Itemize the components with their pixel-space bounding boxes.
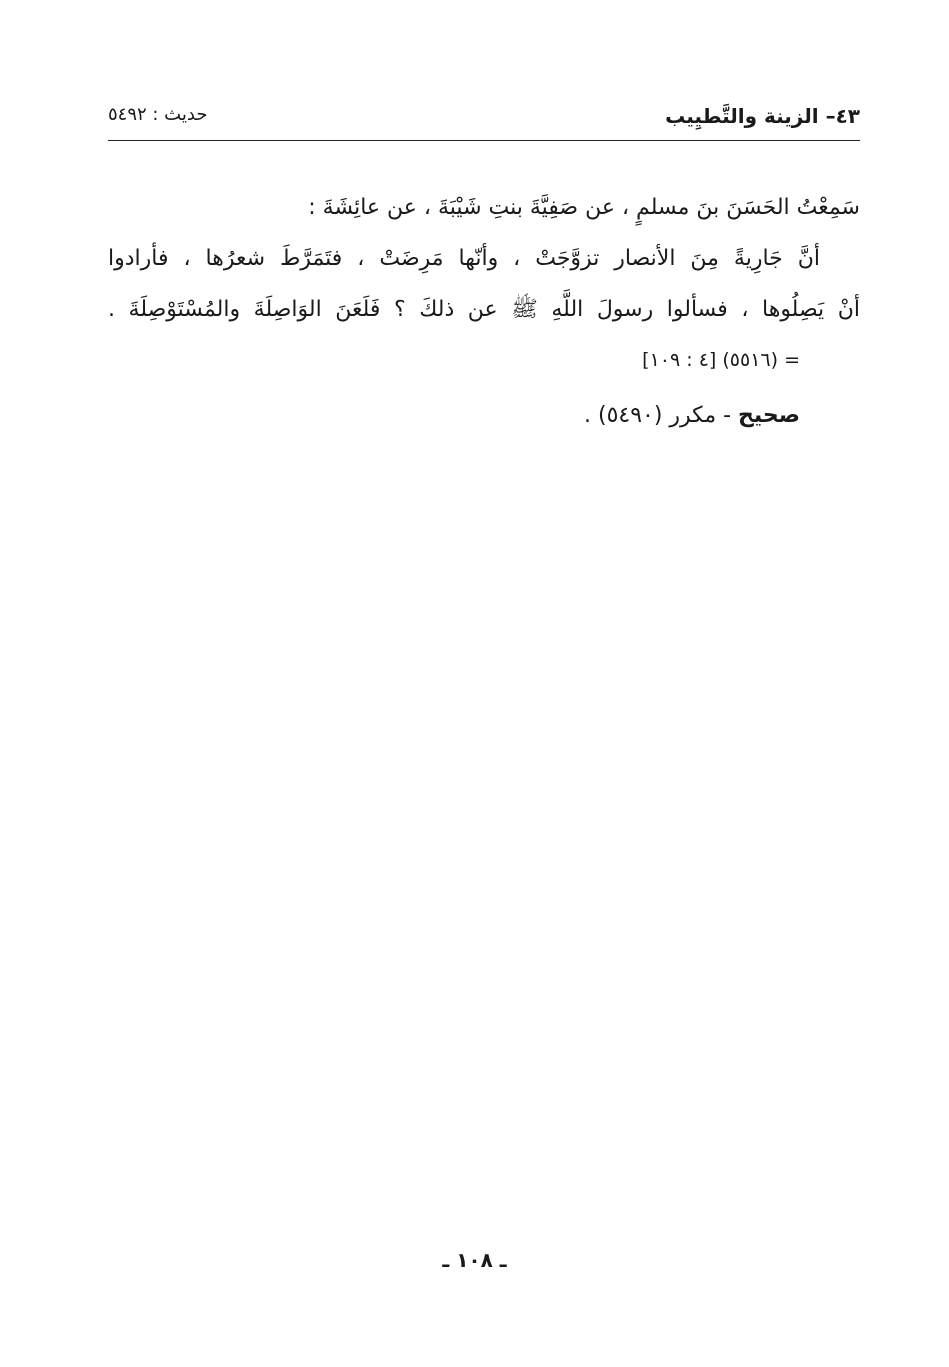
grade-label: صحيح (738, 403, 800, 428)
hadith-reference: حديث : ٥٤٩٢ (108, 104, 208, 125)
page-number: ـ ١٠٨ ـ (442, 1248, 507, 1272)
grade-note: - مكرر (٥٤٩٠) . (584, 403, 739, 428)
isnad-line: سَمِعْتُ الحَسَنَ بنَ مسلمٍ ، عن صَفِيَّةَ بنتِ شَيْبَةَ ، عن عائِشَةَ : (308, 195, 860, 220)
chapter-title: ٤٣– الزينة والتَّطيِيب (665, 104, 860, 128)
grade-line (108, 390, 860, 441)
header-divider (108, 140, 860, 141)
page-header (108, 100, 860, 136)
matn-line-1: أنَّ جَارِيةً مِنَ الأنصار تزوَّجَتْ ، وأنّها مَرِضَتْ ، فتَمَرَّطَ شعرُها ، فأرادوا (108, 246, 820, 271)
matn-line-2: أنْ يَصِلُوها ، فسألوا رسولَ اللَّهِ ﷺ عن ذلكَ ؟ فَلَعَنَ الوَاصِلَةَ والمُسْتَوْصِلَةَ . (108, 297, 860, 322)
cross-reference: = (٥٥١٦) [٤ : ١٠٩] (642, 349, 800, 371)
hadith-body (108, 182, 860, 441)
